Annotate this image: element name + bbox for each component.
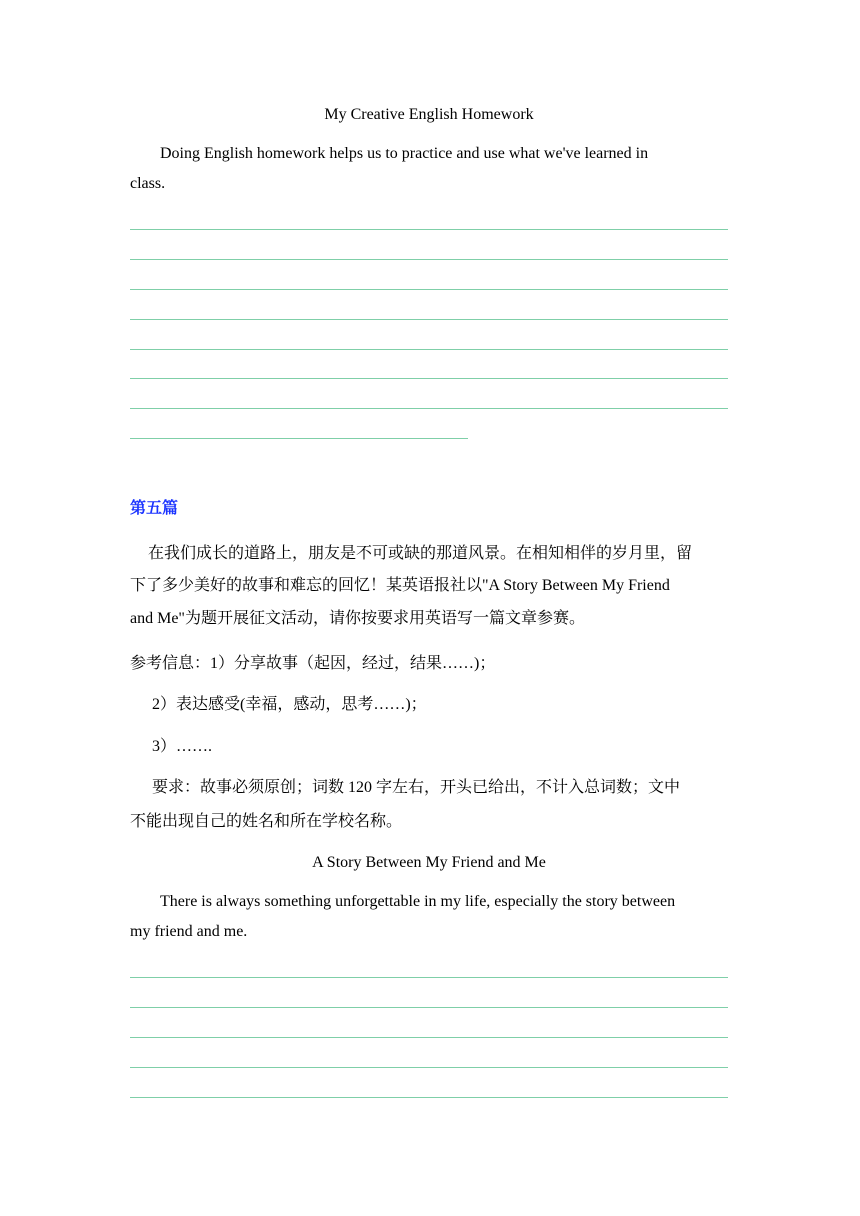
writing-line — [130, 408, 728, 409]
section-heading: 第五篇 — [130, 500, 179, 517]
writing-line — [130, 229, 728, 230]
writing-line — [130, 349, 728, 350]
writing-line — [130, 378, 728, 379]
writing-line — [130, 1007, 728, 1008]
writing-line — [130, 1097, 728, 1098]
opening-sentence-2-line1: There is always something unforgettable in my life, especially the story between — [160, 893, 676, 910]
opening-sentence-2-line2: my friend and me. — [130, 923, 248, 940]
reference-info-line-2: 2）表达感受(幸福，感动，思考……)； — [152, 696, 427, 713]
reference-info-line-3: 3）……. — [152, 738, 213, 755]
prompt-line-3: and Me"为题开展征文活动，请你按要求用英语写一篇文章参赛。 — [130, 610, 585, 627]
writing-line — [130, 289, 728, 290]
writing-line — [130, 977, 728, 978]
writing-line — [130, 319, 728, 320]
writing-line — [130, 259, 728, 260]
opening-sentence-1-line1: Doing English homework helps us to practice and use what we've learned in — [160, 145, 649, 162]
writing-line — [130, 1037, 728, 1038]
requirements-line-1: 要求：故事必须原创；词数 120 字左右，开头已给出，不计入总词数；文中 — [152, 779, 681, 796]
prompt-line-2: 下了多少美好的故事和难忘的回忆！某英语报社以"A Story Between My Friend — [130, 577, 670, 594]
essay-title-2: A Story Between My Friend and Me — [312, 854, 546, 871]
writing-line-short — [130, 438, 468, 439]
requirements-line-2: 不能出现自己的姓名和所在学校名称。 — [130, 813, 403, 830]
reference-info-line-1: 参考信息：1）分享故事（起因，经过，结果……)； — [130, 655, 496, 672]
writing-line — [130, 1067, 728, 1068]
opening-sentence-1-line2: class. — [130, 175, 166, 192]
essay-title-1: My Creative English Homework — [324, 106, 534, 123]
prompt-line-1: 在我们成长的道路上，朋友是不可或缺的那道风景。在相知相伴的岁月里，留 — [148, 545, 693, 562]
